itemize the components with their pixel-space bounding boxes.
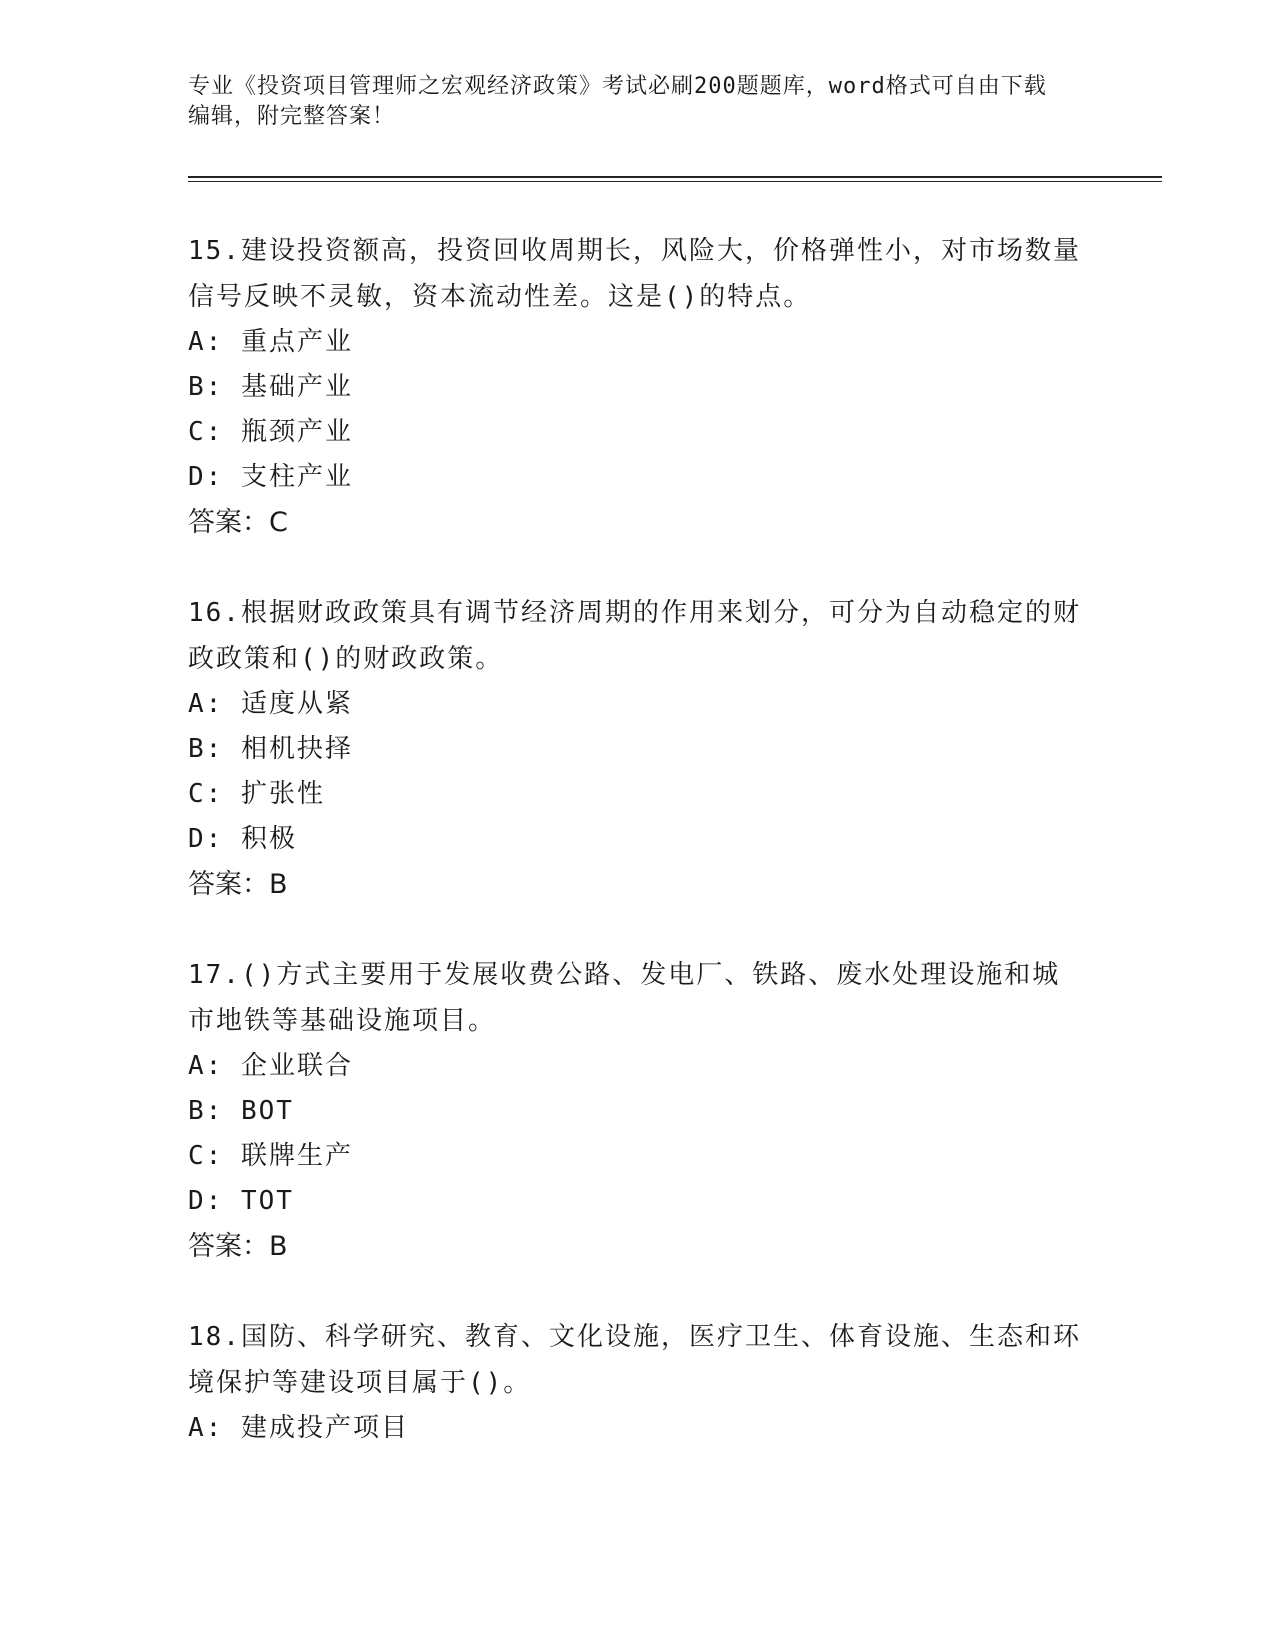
question-stem: 15.建设投资额高，投资回收周期长，风险大，价格弹性小，对市场数量信号反映不灵敏，资本流动性差。这是()的特点。 <box>188 236 1081 312</box>
document-header <box>188 72 1068 132</box>
header-divider-thin <box>188 181 1162 182</box>
option-c: C: 联牌生产 <box>188 1141 353 1171</box>
question-18 <box>188 1314 1088 1451</box>
option-a: A: 企业联合 <box>188 1051 353 1081</box>
question-stem: 17.()方式主要用于发展收费公路、发电厂、铁路、废水处理设施和城市地铁等基础设施项目。 <box>188 960 1061 1036</box>
question-stem: 16.根据财政政策具有调节经济周期的作用来划分，可分为自动稳定的财政政策和()的财政政策。 <box>188 598 1081 674</box>
option-d: D: TOT <box>188 1186 294 1216</box>
question-16 <box>188 590 1088 908</box>
option-b: B: BOT <box>188 1096 294 1126</box>
question-15 <box>188 228 1088 546</box>
answer-line: 答案：B <box>188 1231 288 1262</box>
answer-line: 答案：B <box>188 869 288 900</box>
question-stem: 18.国防、科学研究、教育、文化设施，医疗卫生、体育设施、生态和环境保护等建设项目属于()。 <box>188 1322 1081 1398</box>
option-b: B: 相机抉择 <box>188 734 353 764</box>
option-a: A: 重点产业 <box>188 327 353 357</box>
answer-line: 答案：C <box>188 507 288 538</box>
option-d: D: 积极 <box>188 824 297 854</box>
header-divider-thick <box>188 176 1162 178</box>
question-17 <box>188 952 1088 1270</box>
option-d: D: 支柱产业 <box>188 462 353 492</box>
option-a: A: 建成投产项目 <box>188 1413 409 1443</box>
option-c: C: 瓶颈产业 <box>188 417 353 447</box>
option-c: C: 扩张性 <box>188 779 325 809</box>
option-a: A: 适度从紧 <box>188 689 353 719</box>
option-b: B: 基础产业 <box>188 372 353 402</box>
header-text: 专业《投资项目管理师之宏观经济政策》考试必刷200题题库，word格式可自由下载编辑，附完整答案！ <box>188 74 1047 129</box>
